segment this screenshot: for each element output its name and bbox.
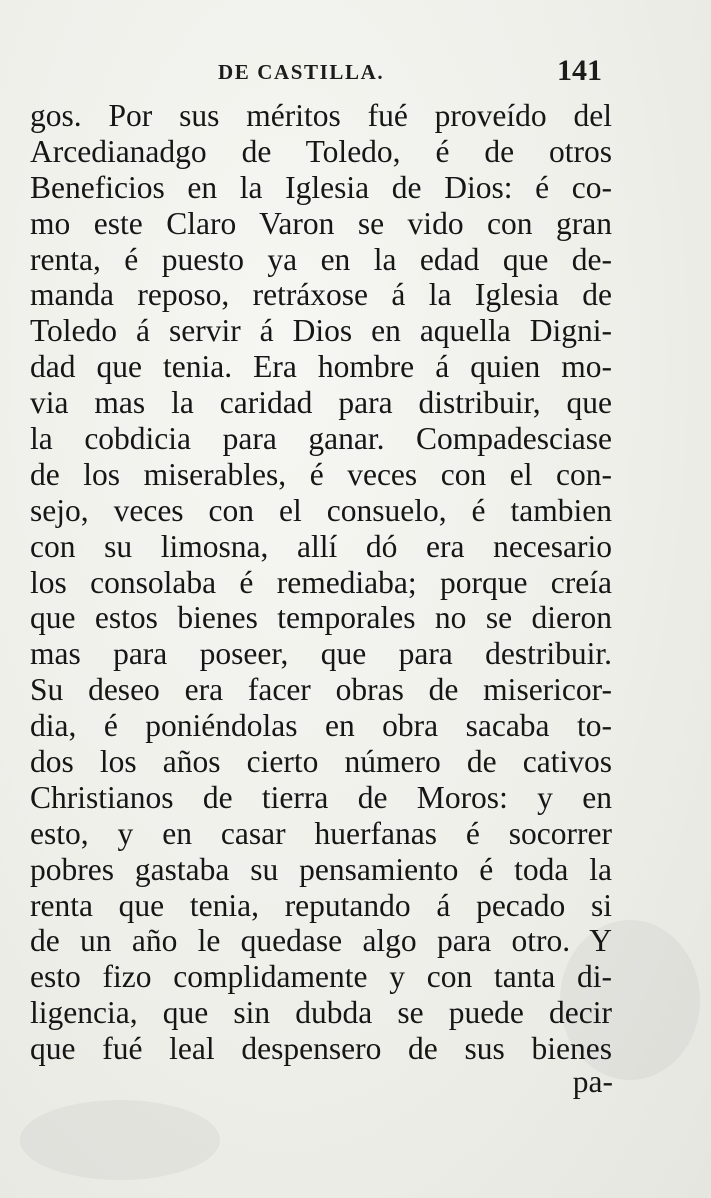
text-line: Su deseo era facer obras de misericor- <box>30 672 612 708</box>
text-line: mo este Claro Varon se vido con gran <box>30 205 612 241</box>
text-line: pobres gastaba su pensamiento é toda la <box>30 851 612 887</box>
text-line: renta, é puesto ya en la edad que de- <box>30 241 612 277</box>
text-line: que fué leal despensero de sus bienes <box>30 1031 612 1067</box>
text-line: sejo, veces con el consuelo, é tambien <box>30 492 612 528</box>
text-line: Christianos de tierra de Moros: y en <box>30 779 612 815</box>
text-line: dad que tenia. Era hombre á quien mo- <box>30 349 612 385</box>
text-line: dia, é poniéndolas en obra sacaba to- <box>30 708 612 744</box>
text-line: via mas la caridad para distribuir, que <box>30 385 612 421</box>
text-line: de los miserables, é veces con el con- <box>30 456 612 492</box>
page-number: 141 <box>557 54 602 87</box>
text-line: Toledo á servir á Dios en aquella Digni- <box>30 313 612 349</box>
catchword: pa- <box>572 1064 613 1099</box>
text-line: Arcedianadgo de Toledo, é de otros <box>30 133 612 169</box>
text-line: que estos bienes temporales no se dieron <box>30 600 612 636</box>
text-line: con su limosna, allí dó era necesario <box>30 528 612 564</box>
paper-stain <box>20 1100 220 1180</box>
running-head: DE CASTILLA. <box>218 60 385 84</box>
text-line: Beneficios en la Iglesia de Dios: é co- <box>30 169 612 205</box>
text-line: esto fizo complidamente y con tanta di- <box>30 959 612 995</box>
body-text <box>30 98 612 1067</box>
text-line: los consolaba é remediaba; porque creía <box>30 564 612 600</box>
text-line: la cobdicia para ganar. Compadesciase <box>30 421 612 457</box>
text-line: de un año le quedase algo para otro. Y <box>30 923 612 959</box>
text-line: manda reposo, retráxose á la Iglesia de <box>30 277 612 313</box>
text-line: ligencia, que sin dubda se puede decir <box>30 995 612 1031</box>
page-header <box>30 56 610 92</box>
text-line: dos los años cierto número de cativos <box>30 744 612 780</box>
text-line: renta que tenia, reputando á pecado si <box>30 887 612 923</box>
text-line: esto, y en casar huerfanas é socorrer <box>30 815 612 851</box>
text-line: mas para poseer, que para destribuir. <box>30 636 612 672</box>
text-line: gos. Por sus méritos fué proveído del <box>30 98 612 133</box>
